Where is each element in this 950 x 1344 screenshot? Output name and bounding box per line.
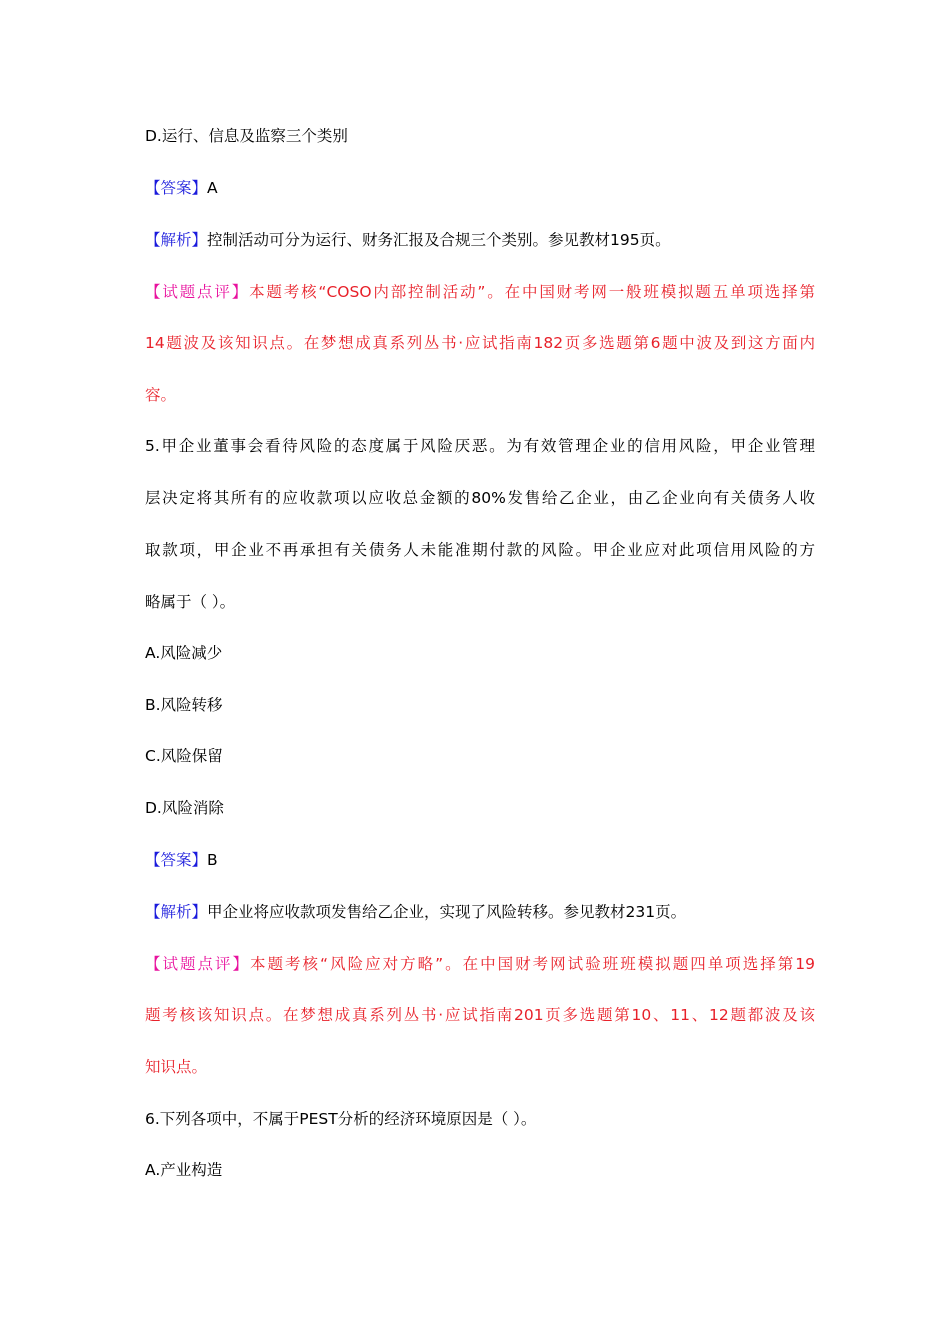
q4-answer — [145, 178, 815, 198]
analysis-tag: 【解析】 — [145, 903, 208, 921]
answer-value: A — [207, 179, 218, 197]
q5-review-line-1 — [145, 954, 815, 974]
q5-option-b: B.风险转移 — [145, 696, 223, 714]
q4-analysis — [145, 230, 815, 250]
q5-stem-line-3: 取款项，甲企业不再承担有关债务人未能准期付款的风险。甲企业应对此项信用风险的方 — [145, 541, 815, 559]
review-tag: 【试题点评】 — [145, 283, 250, 301]
q4-review-line-3: 容。 — [145, 386, 177, 404]
review-text: 本题考核“COSO内部控制活动”。在中国财考网一般班模拟题五单项选择第 — [249, 283, 815, 301]
review-text: 本题考核“风险应对方略”。在中国财考网试验班班模拟题四单项选择第19 — [250, 955, 815, 973]
q5-analysis — [145, 902, 815, 922]
q5-option-d: D.风险消除 — [145, 799, 224, 817]
q4-option-d: D.运行、信息及监察三个类别 — [145, 127, 348, 145]
analysis-text: 控制活动可分为运行、财务汇报及合规三个类别。参见教材195页。 — [207, 231, 671, 249]
answer-value: B — [207, 851, 218, 869]
answer-tag: 【答案】 — [145, 179, 208, 197]
analysis-text: 甲企业将应收款项发售给乙企业，实现了风险转移。参见教材231页。 — [207, 903, 687, 921]
q5-answer — [145, 850, 815, 870]
q6-stem: 6.下列各项中，不属于PEST分析的经济环境原因是（ ）。 — [145, 1110, 537, 1128]
analysis-tag: 【解析】 — [145, 231, 208, 249]
answer-tag: 【答案】 — [145, 851, 208, 869]
review-tag: 【试题点评】 — [145, 955, 251, 973]
q4-review-line-2: 14题波及该知识点。在梦想成真系列丛书·应试指南182页多选题第6题中波及到这方面内 — [145, 334, 815, 352]
q5-stem-line-1: 5.甲企业董事会看待风险的态度属于风险厌恶。为有效管理企业的信用风险，甲企业管理 — [145, 437, 815, 455]
q4-review-line-1 — [145, 282, 815, 302]
q6-option-a: A.产业构造 — [145, 1161, 223, 1179]
q5-stem-line-2: 层决定将其所有的应收款项以应收总金额的80%发售给乙企业，由乙企业向有关债务人收 — [145, 489, 815, 507]
q5-option-a: A.风险减少 — [145, 644, 223, 662]
q5-review-line-3: 知识点。 — [145, 1058, 208, 1076]
q5-stem-line-4: 略属于（ ）。 — [145, 593, 236, 611]
q5-option-c: C.风险保留 — [145, 747, 223, 765]
q5-review-line-2: 题考核该知识点。在梦想成真系列丛书·应试指南201页多选题第10、11、12题都波及该 — [145, 1006, 815, 1024]
